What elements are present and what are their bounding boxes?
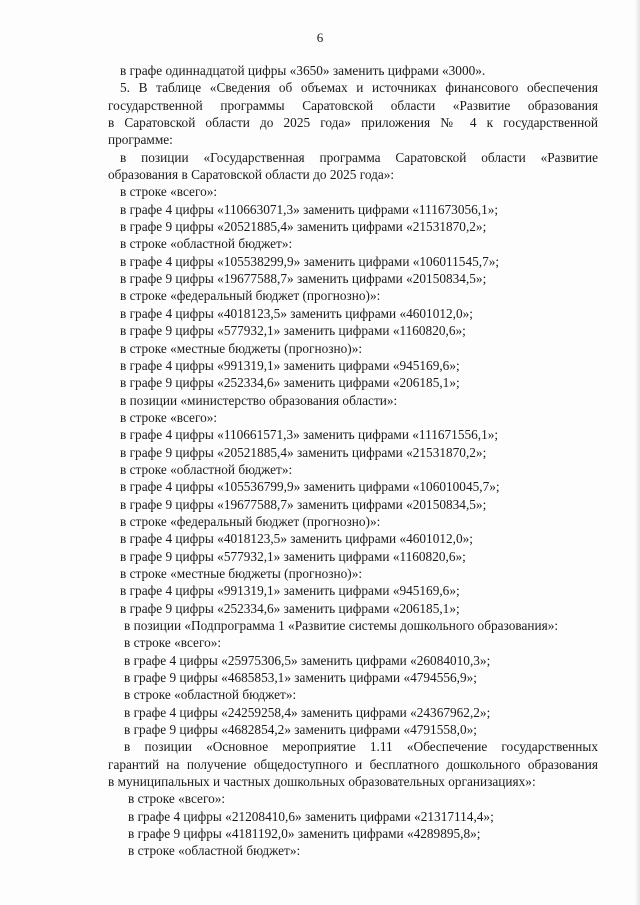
- text-line: в графе 4 цифры «25975306,5» заменить цифрами «26084010,3»;: [124, 652, 491, 668]
- text-line: в строке «федеральный бюджет (прогнозно)»:: [120, 288, 381, 304]
- text-line: в графе 9 цифры «577932,1» заменить цифрами «1160820,6»;: [120, 323, 466, 339]
- text-line: в Саратовской области до 2025 года» приложения № 4 к государственной: [108, 115, 598, 131]
- text-line: в муниципальных и частных дошкольных образовательных организациях»:: [108, 774, 536, 790]
- text-line: в позиции «Основное мероприятие 1.11 «Обеспечение государственных: [124, 739, 598, 755]
- text-line: в графе 4 цифры «21208410,6» заменить цифрами «21317114,4»;: [128, 808, 494, 824]
- text-line: в строке «областной бюджет»:: [128, 843, 301, 859]
- text-line: в графе 9 цифры «252334,6» заменить цифрами «206185,1»;: [120, 600, 460, 616]
- text-line: в строке «всего»:: [120, 409, 218, 425]
- text-line: в графе 4 цифры «105538299,9» заменить цифрами «106011545,7»;: [120, 253, 500, 269]
- text-line: гарантий на получение общедоступного и бесплатного дошкольного образования: [108, 756, 598, 772]
- text-line: в строке «местные бюджеты (прогнозно)»:: [120, 340, 363, 356]
- text-line: в строке «федеральный бюджет (прогнозно)»:: [120, 513, 381, 529]
- text-line: в позиции «министерство образования области»:: [120, 392, 398, 408]
- text-line: в графе 4 цифры «4018123,5» заменить цифрами «4601012,0»;: [120, 305, 473, 321]
- text-line: в графе 4 цифры «991319,1» заменить цифрами «945169,6»;: [120, 583, 460, 599]
- text-line: в графе 9 цифры «4181192,0» заменить цифрами «4289895,8»;: [128, 826, 481, 842]
- text-line: в графе 9 цифры «4685853,1» заменить цифрами «4794556,9»;: [124, 670, 477, 686]
- text-line: в строке «областной бюджет»:: [120, 461, 293, 477]
- text-line: 5. В таблице «Сведения об объемах и источниках финансового обеспечения: [120, 80, 598, 96]
- text-line: в графе 4 цифры «24259258,4» заменить цифрами «24367962,2»;: [124, 704, 491, 720]
- text-line: программе:: [108, 132, 173, 148]
- text-line: в строке «всего»:: [124, 635, 222, 651]
- text-line: в позиции «Подпрограмма 1 «Развитие системы дошкольного образования»:: [124, 618, 559, 633]
- text-line: в графе 9 цифры «4682854,2» заменить цифрами «4791558,0»;: [124, 722, 477, 738]
- document-body: [108, 62, 598, 860]
- scan-edge-shadow: [634, 0, 640, 905]
- text-line: в графе 9 цифры «252334,6» заменить цифрами «206185,1»;: [120, 375, 460, 391]
- text-line: государственной программы Саратовской области «Развитие образования: [108, 97, 598, 113]
- text-line: в графе 9 цифры «20521885,4» заменить цифрами «21531870,2»;: [120, 219, 487, 235]
- text-line: в позиции «Государственная программа Саратовской области «Развитие: [120, 149, 598, 165]
- text-line: в графе 4 цифры «991319,1» заменить цифрами «945169,6»;: [120, 357, 460, 373]
- text-line: в графе 4 цифры «105536799,9» заменить цифрами «106010045,7»;: [120, 479, 500, 495]
- text-line: в графе 4 цифры «4018123,5» заменить цифрами «4601012,0»;: [120, 531, 473, 547]
- text-line: в строке «всего»:: [120, 184, 218, 200]
- text-line: в графе 9 цифры «20521885,4» заменить цифрами «21531870,2»;: [120, 444, 487, 460]
- text-line: в строке «всего»:: [128, 791, 226, 807]
- text-line: в графе 9 цифры «19677588,7» заменить цифрами «20150834,5»;: [120, 496, 487, 512]
- text-line: в строке «областной бюджет»:: [124, 687, 297, 703]
- text-line: в графе одиннадцатой цифры «3650» заменить цифрами «3000».: [120, 63, 486, 78]
- text-line: в графе 9 цифры «577932,1» заменить цифрами «1160820,6»;: [120, 548, 466, 564]
- text-line: в графе 4 цифры «110661571,3» заменить цифрами «111671556,1»;: [120, 427, 499, 443]
- text-line: в графе 4 цифры «110663071,3» заменить цифрами «111673056,1»;: [120, 201, 499, 217]
- page-number: 6: [316, 30, 324, 45]
- text-line: в строке «областной бюджет»:: [120, 236, 293, 252]
- text-line: в графе 9 цифры «19677588,7» заменить цифрами «20150834,5»;: [120, 271, 487, 287]
- text-line: образования в Саратовской области до 2025 года»:: [108, 167, 395, 183]
- text-line: в строке «местные бюджеты (прогнозно)»:: [120, 565, 363, 581]
